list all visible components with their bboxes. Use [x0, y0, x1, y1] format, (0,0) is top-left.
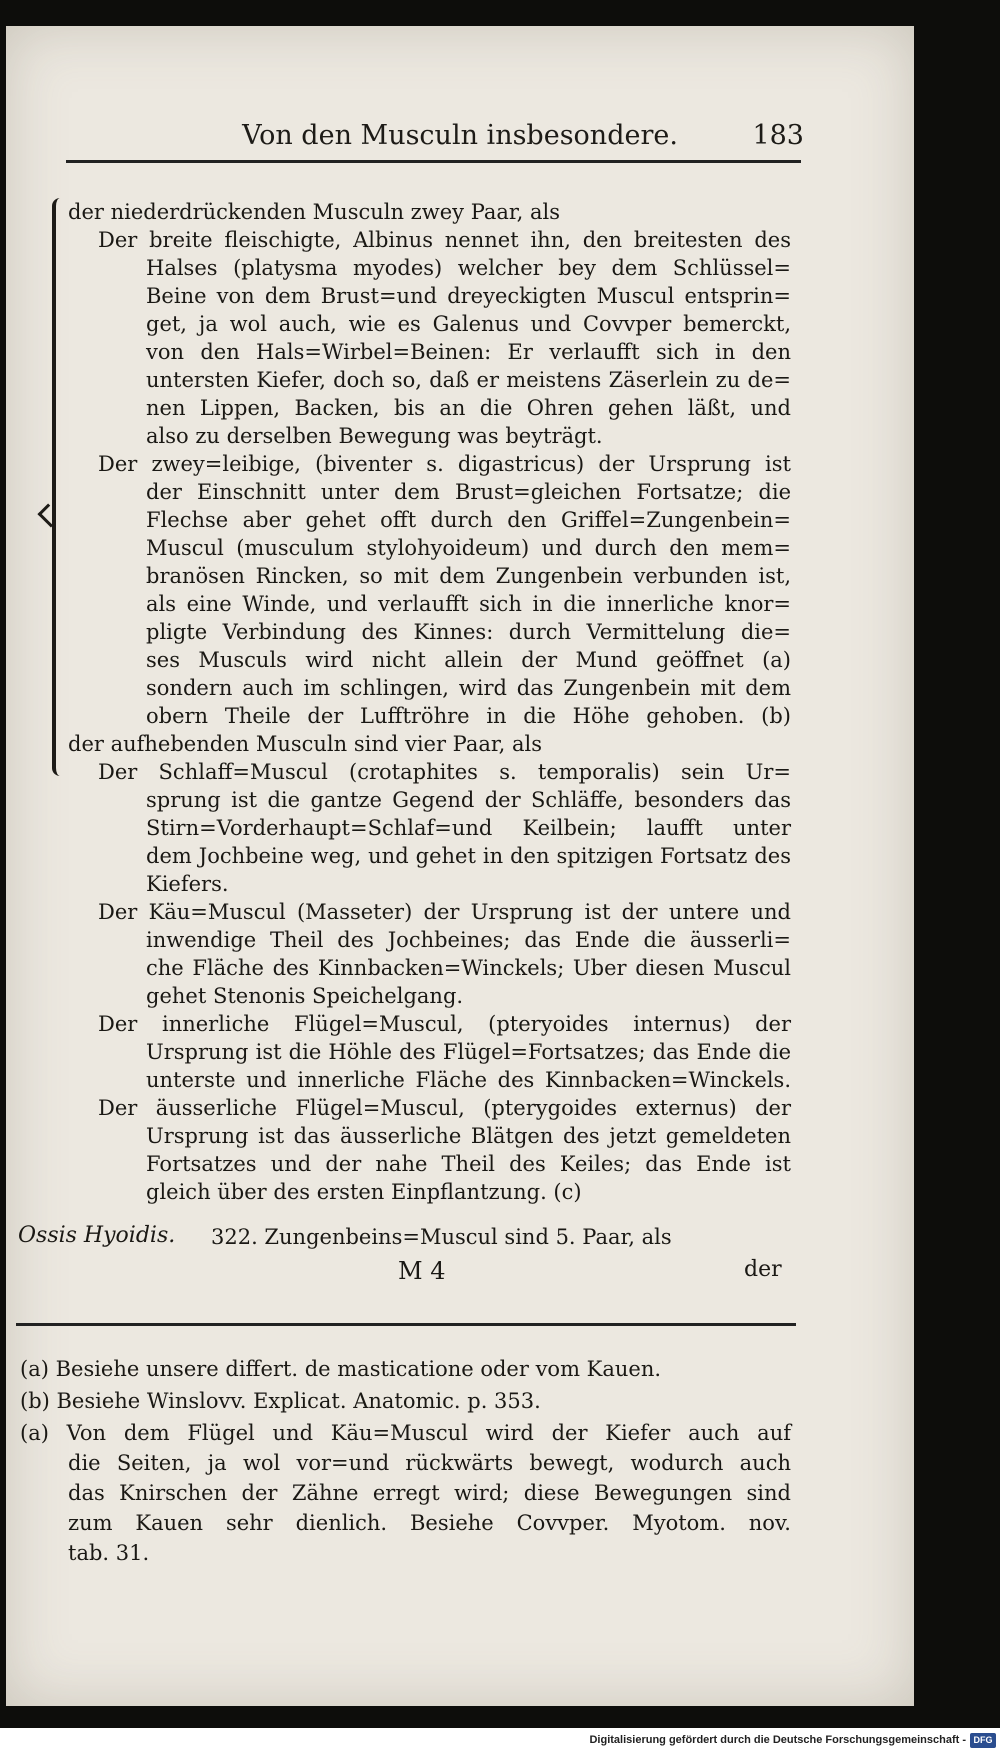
- book-page: [6, 26, 914, 1706]
- body-line: Halses (platysma myodes) welcher bey dem Schlüssel=: [146, 256, 791, 280]
- footnote-line: (b) Besiehe Winslovv. Explicat. Anatomic. p. 353.: [20, 1389, 541, 1413]
- body-line: als eine Winde, und verlaufft sich in die innerliche knor=: [146, 592, 791, 616]
- body-line: dem Jochbeine weg, und gehet in den spitzigen Fortsatz des: [146, 844, 791, 868]
- body-line: Der Schlaff=Muscul (crotaphites s. temporalis) sein Ur=: [98, 760, 791, 784]
- page-title: Von den Musculn insbesondere.: [242, 120, 678, 151]
- margin-note: Ossis Hyoidis.: [18, 1223, 176, 1248]
- body-line: der aufhebenden Musculn sind vier Paar, als: [68, 732, 543, 756]
- digitization-footer: [0, 1728, 1000, 1755]
- body-line: gleich über des ersten Einpflantzung. (c): [146, 1180, 582, 1204]
- body-line: Kiefers.: [146, 872, 229, 896]
- body-line: also zu derselben Bewegung was beyträgt.: [146, 424, 603, 448]
- signature-mark: M 4: [398, 1257, 446, 1285]
- footnote-line: die Seiten, ja wol vor=und rückwärts bewegt, wodurch auch: [68, 1451, 791, 1475]
- digitization-note: Digitalisierung gefördert durch die Deutsche Forschungsgemeinschaft -: [589, 1734, 966, 1746]
- body-line: Beine von dem Brust=und dreyeckigten Muscul entsprin=: [146, 284, 791, 308]
- footnote-line: tab. 31.: [68, 1541, 150, 1565]
- body-line: Der innerliche Flügel=Muscul, (pteryoides internus) der: [98, 1012, 791, 1036]
- body-line: Der äusserliche Flügel=Muscul, (pterygoides externus) der: [98, 1096, 791, 1120]
- catchword: der: [744, 1257, 782, 1282]
- body-line: Flechse aber gehet offt durch den Griffel=Zungenbein=: [146, 508, 791, 532]
- body-line: pligte Verbindung des Kinnes: durch Vermittelung die=: [146, 620, 791, 644]
- grouping-brace: [52, 198, 68, 776]
- body-line: Der zwey=leibige, (biventer s. digastricus) der Ursprung ist: [98, 452, 791, 476]
- body-line: der Einschnitt unter dem Brust=gleichen Fortsatze; die: [146, 480, 791, 504]
- body-line: che Fläche des Kinnbacken=Winckels; Uber diesen Muscul: [146, 956, 791, 980]
- body-line: Der breite fleischigte, Albinus nennet ihn, den breitesten des: [98, 228, 791, 252]
- page-number: 183: [752, 120, 804, 151]
- footnote-rule: [16, 1323, 796, 1326]
- footnote-line: (a) Von dem Flügel und Käu=Muscul wird der Kiefer auch auf: [20, 1421, 791, 1445]
- body-line: ses Musculs wird nicht allein der Mund geöffnet (a): [146, 648, 791, 672]
- body-line: unterste und innerliche Fläche des Kinnbacken=Winckels.: [146, 1068, 791, 1092]
- footnote-line: (a) Besiehe unsere differt. de masticatione oder vom Kauen.: [20, 1357, 662, 1381]
- body-line: sondern auch im schlingen, wird das Zungenbein mit dem: [146, 676, 791, 700]
- footnote-line: das Knirschen der Zähne erregt wird; diese Bewegungen sind: [68, 1481, 791, 1505]
- body-line: get, ja wol auch, wie es Galenus und Covvper bemerckt,: [146, 312, 791, 336]
- body-line: gehet Stenonis Speichelgang.: [146, 984, 464, 1008]
- body-line: Stirn=Vorderhaupt=Schlaf=und Keilbein; laufft unter: [146, 816, 791, 840]
- header-rule: [66, 160, 801, 163]
- body-line: Muscul (musculum stylohyoideum) und durch den mem=: [146, 536, 791, 560]
- body-line: Fortsatzes und der nahe Theil des Keiles; das Ende ist: [146, 1152, 791, 1176]
- body-line: von den Hals=Wirbel=Beinen: Er verlaufft sich in den: [146, 340, 791, 364]
- body-line: branösen Rincken, so mit dem Zungenbein verbunden ist,: [146, 564, 791, 588]
- body-line: Der Käu=Muscul (Masseter) der Ursprung ist der untere und: [98, 900, 791, 924]
- footnote-line: zum Kauen sehr dienlich. Besiehe Covvper. Myotom. nov.: [68, 1511, 791, 1535]
- body-line: inwendige Theil des Jochbeines; das Ende die äusserli=: [146, 928, 791, 952]
- body-line: Ursprung ist die Höhle des Flügel=Fortsatzes; das Ende die: [146, 1040, 791, 1064]
- body-line: obern Theile der Lufftröhre in die Höhe gehoben. (b): [146, 704, 791, 728]
- section-heading: 322. Zungenbeins=Muscul sind 5. Paar, als: [211, 1225, 672, 1249]
- body-line: untersten Kiefer, doch so, daß er meistens Zäserlein zu de=: [146, 368, 791, 392]
- body-line: Ursprung ist das äusserliche Blätgen des jetzt gemeldeten: [146, 1124, 791, 1148]
- body-line: der niederdrückenden Musculn zwey Paar, als: [68, 200, 561, 224]
- body-line: nen Lippen, Backen, bis an die Ohren gehen läßt, und: [146, 396, 791, 420]
- dfg-logo: DFG: [970, 1733, 996, 1748]
- body-line: sprung ist die gantze Gegend der Schläffe, besonders das: [146, 788, 791, 812]
